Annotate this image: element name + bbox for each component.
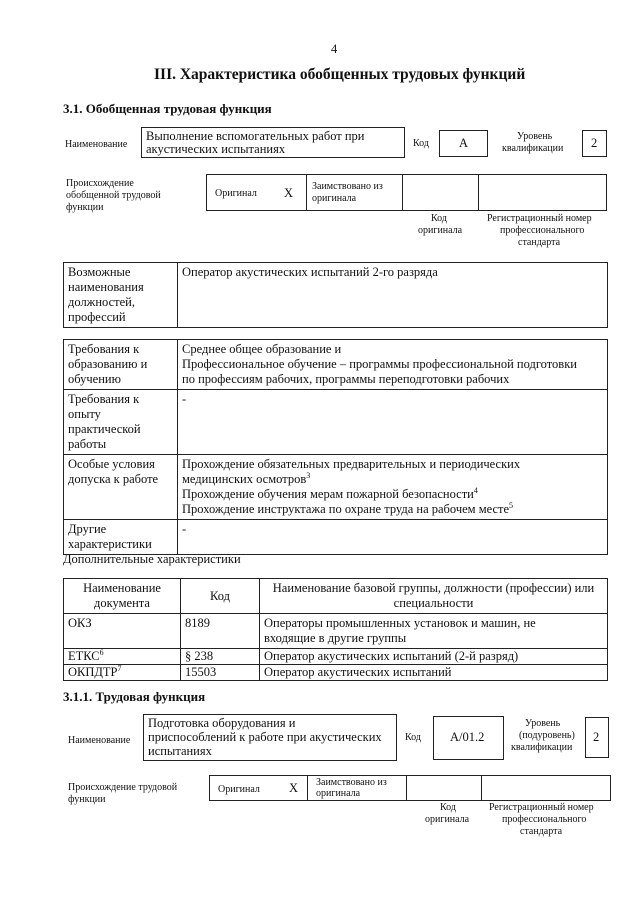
row-doc: ОКПДТР xyxy=(68,665,118,679)
gtf-reg-3: стандарта xyxy=(518,237,561,248)
gtf-borrowed-1: Заимствовано из xyxy=(312,181,383,192)
exp-label-3: практической xyxy=(68,422,141,436)
tf-origin-label-1: Происхождение трудовой xyxy=(68,782,178,793)
table-row xyxy=(64,649,608,665)
gtf-orig-code-1: Код xyxy=(431,213,447,224)
gtf-name-box xyxy=(141,127,405,158)
col-code-header: Код xyxy=(210,588,230,603)
tf-original-label: Оригинал xyxy=(218,784,260,795)
special-value-2: медицинских осмотров xyxy=(182,472,307,486)
positions-label-4: профессий xyxy=(68,310,126,324)
tf-level-label-2: (подуровень) xyxy=(519,730,575,741)
exp-label-2: опыту xyxy=(68,407,101,421)
gtf-original-label: Оригинал xyxy=(215,188,257,199)
edu-value-2: Профессиональное обучение – программы профессиональной подготовки xyxy=(182,357,577,371)
row-doc: ЕТКС xyxy=(68,649,100,663)
gtf-code-box xyxy=(439,130,488,157)
row-name-1: Оператор акустических испытаний xyxy=(264,665,452,679)
edu-value-3: по профессиям рабочих, программы переподготовки рабочих xyxy=(182,372,510,386)
positions-label-2: наименования xyxy=(68,280,144,294)
tf-borrowed-1: Заимствовано из xyxy=(316,777,387,788)
tf-code-label: Код xyxy=(405,732,421,743)
special-label-2: допуска к работе xyxy=(68,472,159,486)
exp-label-4: работы xyxy=(68,437,107,451)
row-name-2: входящие в другие группы xyxy=(264,631,407,645)
gtf-original-mark: X xyxy=(284,186,294,200)
special-value-3-line xyxy=(182,487,603,502)
edu-label-3: обучению xyxy=(68,372,121,386)
tf-code-box xyxy=(433,716,504,760)
tf-orig-code-1: Код xyxy=(440,802,456,813)
footnote-4: 4 xyxy=(473,485,478,495)
tf-name-line3: испытаниях xyxy=(148,744,212,758)
tf-origin-table xyxy=(209,775,611,801)
requirements-table xyxy=(63,339,608,555)
gtf-level-value: 2 xyxy=(591,136,598,150)
footnote-3: 3 xyxy=(306,470,311,480)
gtf-reg-1: Регистрационный номер xyxy=(487,213,592,224)
tf-level-label-1: Уровень xyxy=(525,718,561,729)
section-title: III. Характеристика обобщенных трудовых функций xyxy=(154,66,526,83)
special-value-1: Прохождение обязательных предварительных и периодических xyxy=(182,457,521,471)
special-label-1: Особые условия xyxy=(68,457,155,471)
special-value-3: Прохождение обучения мерам пожарной безопасности xyxy=(182,487,474,501)
gtf-origin-label-1: Происхождение xyxy=(66,178,134,189)
positions-label-3: должностей, xyxy=(68,295,135,309)
gtf-name-label: Наименование xyxy=(65,139,128,150)
tf-name-label: Наименование xyxy=(68,735,131,746)
gtf-origin-label-2: обобщенной трудовой xyxy=(66,190,161,201)
edu-value-1: Среднее общее образование и xyxy=(182,342,342,356)
row-code: 8189 xyxy=(185,616,210,630)
tf-borrowed-2: оригинала xyxy=(316,788,361,799)
edu-label-1: Требования к xyxy=(68,342,140,356)
col-doc-header-2: документа xyxy=(94,596,150,610)
positions-table xyxy=(63,262,608,328)
gtf-borrowed-2: оригинала xyxy=(312,193,357,204)
tf-name-line2: приспособлений к работе при акустических xyxy=(148,730,382,744)
gtf-level-label-2: квалификации xyxy=(502,143,564,154)
footnote-6: 6 xyxy=(99,647,104,657)
col-name-header-2: специальности xyxy=(393,596,474,610)
col-doc-header-1: Наименование xyxy=(83,581,161,595)
gtf-code-label: Код xyxy=(413,138,429,149)
row-name-1: Оператор акустических испытаний (2-й разряд) xyxy=(264,649,519,663)
additional-table xyxy=(63,578,608,681)
tf-level-value: 2 xyxy=(593,730,600,744)
footnote-7: 7 xyxy=(117,663,122,673)
gtf-level-label-1: Уровень xyxy=(517,131,553,142)
gtf-code-value: А xyxy=(459,136,469,150)
tf-reg-2: профессионального xyxy=(502,814,587,825)
table-row xyxy=(64,614,608,649)
gtf-origin-table xyxy=(206,174,607,211)
row-name-1: Операторы промышленных установок и машин, не xyxy=(264,616,536,630)
other-value: - xyxy=(182,522,187,536)
row-code: 15503 xyxy=(185,665,217,679)
positions-value: Оператор акустических испытаний 2-го разряда xyxy=(182,265,438,279)
tf-code-value: А/01.2 xyxy=(450,730,485,744)
special-value-4: Прохождение инструктажа по охране труда на рабочем месте xyxy=(182,502,510,516)
tf-name-box xyxy=(143,714,397,761)
exp-value: - xyxy=(182,392,187,406)
table-row xyxy=(64,665,608,681)
page-number: 4 xyxy=(331,42,338,56)
gtf-name-line1: Выполнение вспомогательных работ при xyxy=(146,129,365,143)
tf-level-box xyxy=(585,717,609,758)
edu-label-2: образованию и xyxy=(68,357,148,371)
additional-heading: Дополнительные характеристики xyxy=(63,552,241,566)
tf-origin-label-2: функции xyxy=(68,794,106,805)
special-value-2-line xyxy=(182,472,603,487)
tf-reg-3: стандарта xyxy=(520,826,563,837)
row-code: § 238 xyxy=(185,649,214,663)
gtf-level-box xyxy=(582,130,607,157)
col-name-header-1: Наименование базовой группы, должности (профессии) или xyxy=(272,581,595,595)
other-label-1: Другие xyxy=(68,522,107,536)
tf-reg-1: Регистрационный номер xyxy=(489,802,594,813)
tf-name-line1: Подготовка оборудования и xyxy=(148,716,296,730)
tf-level-label-3: квалификации xyxy=(511,742,573,753)
tf-original-mark: X xyxy=(289,781,299,795)
gtf-origin-label-3: функции xyxy=(66,202,104,213)
gtf-orig-code-2: оригинала xyxy=(418,225,463,236)
special-value-4-line xyxy=(182,502,603,517)
positions-label-1: Возможные xyxy=(68,265,131,279)
gtf-reg-2: профессионального xyxy=(500,225,585,236)
row-doc: ОКЗ xyxy=(68,616,92,630)
other-label-2: характеристики xyxy=(68,537,152,551)
footnote-5: 5 xyxy=(509,500,514,510)
gtf-heading: 3.1. Обобщенная трудовая функция xyxy=(63,101,272,116)
gtf-name-line2: акустических испытаниях xyxy=(146,142,286,156)
exp-label-1: Требования к xyxy=(68,392,140,406)
tf-heading: 3.1.1. Трудовая функция xyxy=(63,689,206,704)
tf-orig-code-2: оригинала xyxy=(425,814,470,825)
